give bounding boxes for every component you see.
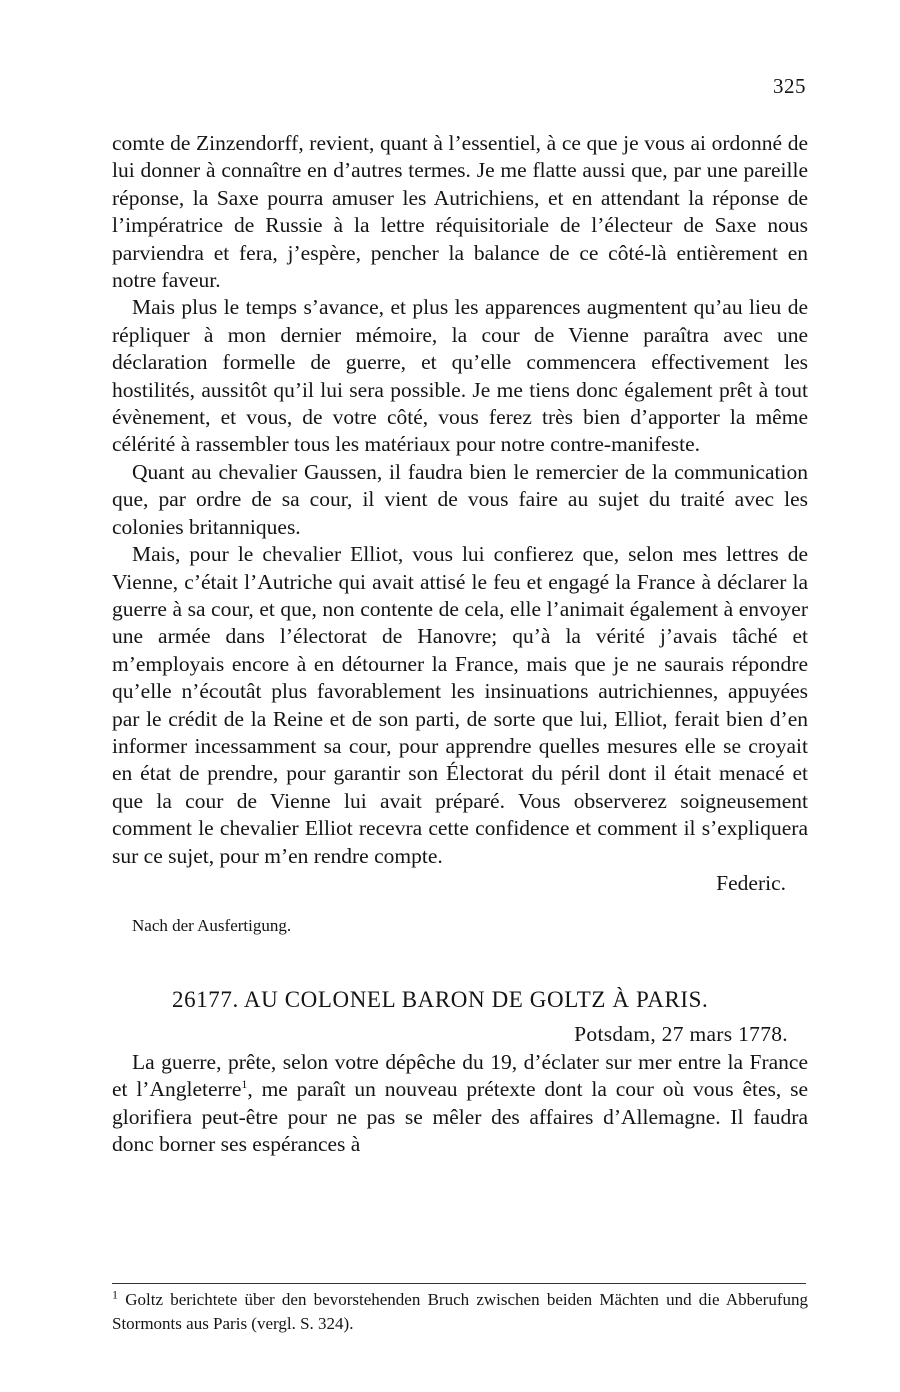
paragraph: Mais plus le temps s’avance, et plus les apparences augmentent qu’au lieu de répliquer à mon dernier mémoire, la cour de Vienne paraîtra avec une déclaration formelle de guerre, et qu’elle commencera effectivement les hostilités, aussitôt qu’il lui sera possible. Je me tiens donc également prêt à tout évènement, et vous, de votre côté, vous ferez très bien d’apporter la même célérité à rassembler tous les matériaux pour notre contre-manifeste.: [112, 295, 808, 457]
signature: Federic.: [716, 870, 786, 895]
footnote-text: Goltz berichtete über den bevorstehenden Bruch zwischen beiden Mächten und die Abberufung Stormonts aus Paris (vergl. S. 324).: [112, 1290, 809, 1333]
footnote-divider: [112, 1283, 806, 1284]
letter-paragraph: [112, 1049, 808, 1159]
letter-title: 26177. AU COLONEL BARON DE GOLTZ À PARIS.: [172, 986, 709, 1012]
paragraph: comte de Zinzendorff, revient, quant à l’essentiel, à ce que je vous ai ordonné de lui donner à connaître en d’autres termes. Je me flatte aussi que, par une pareille réponse, la Saxe pourra amuser les Autrichiens, et en attendant la réponse de l’impératrice de Russie à la lettre réquisitoriale de l’électeur de Saxe nous parviendra et fera, j’espère, pencher la balance de ce côté-là entièrement en notre faveur.: [112, 131, 808, 293]
footnote-number: 1: [112, 1287, 118, 1302]
footnote: [112, 1288, 808, 1336]
paragraph: Mais, pour le chevalier Elliot, vous lui confierez que, selon mes lettres de Vienne, c’était l’Autriche qui avait attisé le feu et engagé la France à déclarer la guerre à sa cour, et que, non contente de cela, elle l’animait également à envoyer une armée dans l’électorat de Hanovre; qu’à la vérité j’avais tâché et m’employais encore à en détourner la France, mais que je ne saurais répondre qu’elle n’écoutât plus favorablement les insinuations autrichiennes, appuyées par le crédit de la Reine et de son parti, de sorte que lui, Elliot, ferait bien d’en informer incessamment sa cour, pour apprendre quelles mesures elle se croyait en état de prendre, pour garantir son Électorat du péril dont il était menacé et que la cour de Vienne lui avait préparé. Vous observerez soigneusement comment le chevalier Elliot recevra cette confidence et comment il s’expliquera sur ce sujet, pour m’en rendre compte.: [112, 542, 808, 868]
main-text: [112, 130, 808, 1159]
dateline: Potsdam, 27 mars 1778.: [574, 1021, 788, 1046]
letter-text-after-note: , me paraît un nouveau prétexte dont la cour où vous êtes, se glorifiera peut-être pour ne pas se mêler des affaires d’Allemagne. Il faudra donc borner ses espérances à: [112, 1077, 808, 1157]
source-note: Nach der Ausfertigung.: [132, 915, 292, 935]
footnote-marker: 1: [241, 1077, 248, 1092]
letter-text-before-note: La guerre, prête, selon votre dépêche du 19, d’éclater sur mer entre la France et l’Angleterre: [112, 1049, 808, 1102]
paragraph: Quant au chevalier Gaussen, il faudra bien le remercier de la communication que, par ordre de sa cour, il vient de vous faire au sujet du traité avec les colonies britanniques.: [112, 459, 808, 539]
page-number: 325: [773, 74, 806, 98]
